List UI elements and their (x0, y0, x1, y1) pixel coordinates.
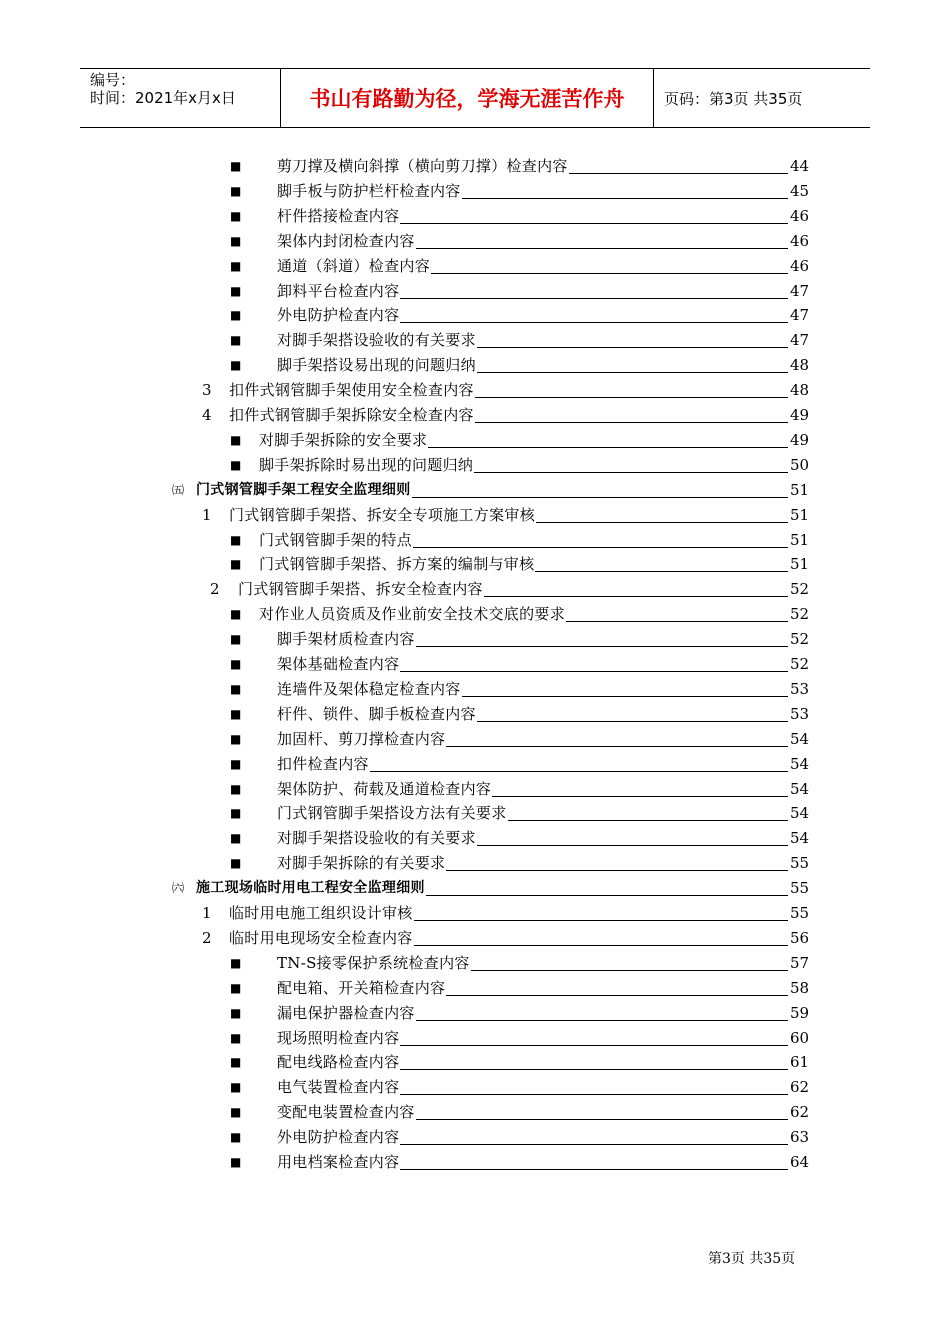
toc-entry-line (277, 1075, 808, 1099)
toc-entry-line (277, 826, 808, 850)
toc-entry-page: 45 (790, 181, 810, 200)
section-number: ㈤ (172, 482, 185, 497)
toc-entry-title: 临时用电施工组织设计审核 (229, 904, 413, 922)
toc-entry-line (277, 677, 808, 701)
toc-entry-title: 脚手架材质检查内容 (277, 630, 415, 649)
toc-entry[interactable] (0, 752, 950, 776)
toc-entry-page: 62 (790, 1078, 810, 1097)
toc-entry-page: 59 (790, 1003, 810, 1022)
toc-entry-title: 杆件、锁件、脚手板检查内容 (277, 704, 476, 723)
toc-entry-line (277, 1026, 808, 1050)
section-number: ㈥ (172, 881, 185, 896)
toc-entry-title: 外电防护检查内容 (277, 1128, 400, 1147)
toc-entry-line (277, 652, 808, 676)
toc-entry[interactable] (0, 826, 950, 850)
toc-entry-title: 配电线路检查内容 (277, 1053, 400, 1072)
toc-entry-title: 门式钢管脚手架搭、拆安全专项施工方案审核 (229, 505, 536, 524)
toc-entry[interactable] (0, 876, 950, 900)
toc-entry[interactable] (0, 602, 950, 626)
toc-entry-page: 53 (790, 679, 810, 698)
toc-entry-title: 现场照明检查内容 (277, 1028, 400, 1047)
toc-entry-title: 对脚手架拆除的有关要求 (277, 854, 446, 873)
toc-entry-line (196, 478, 808, 502)
toc-entry-line (277, 229, 808, 253)
dot-leader (412, 496, 789, 498)
header-meta (80, 69, 281, 127)
toc-entry[interactable] (0, 279, 950, 303)
toc-entry-title: 门式钢管脚手架的特点 (259, 530, 413, 549)
toc-entry-title: 配电箱、开关箱检查内容 (277, 978, 446, 997)
section-number: 4 (202, 406, 212, 424)
toc-entry-title: 门式钢管脚手架工程安全监理细则 (196, 481, 411, 498)
toc-entry[interactable] (0, 1075, 950, 1099)
bullet-marker: ■ (230, 657, 242, 671)
dot-leader (475, 421, 788, 423)
bullet-marker: ■ (230, 1130, 242, 1145)
bullet-marker: ■ (230, 955, 242, 970)
dot-leader (446, 869, 788, 871)
toc-entry-line (277, 851, 808, 875)
toc-entry[interactable] (0, 577, 950, 601)
toc-entry-title: TN-S接零保护系统检查内容 (277, 953, 470, 972)
section-number: 3 (202, 381, 212, 400)
toc-entry-page: 47 (790, 306, 810, 325)
dot-leader (413, 546, 788, 548)
toc-entry[interactable] (0, 976, 950, 1000)
toc-entry-line (259, 453, 808, 477)
toc-entry-title: 杆件搭接检查内容 (277, 206, 400, 225)
dot-leader (400, 321, 788, 323)
toc-entry-line (277, 777, 808, 801)
toc-entry-page: 54 (790, 804, 810, 823)
header-code: 编号： (90, 71, 136, 89)
toc-entry[interactable] (0, 677, 950, 701)
page-footer: 第3页 共35页 (708, 1251, 796, 1267)
toc-entry-title: 变配电装置检查内容 (277, 1103, 415, 1122)
toc-entry[interactable] (0, 702, 950, 726)
toc-entry-page: 48 (790, 356, 810, 375)
toc-entry-line (229, 403, 808, 427)
dot-leader (426, 894, 788, 896)
toc-entry-line (277, 752, 808, 776)
bullet-marker: ■ (230, 1080, 242, 1095)
toc-entry-line (277, 1050, 808, 1074)
toc-entry-page: 51 (790, 530, 810, 549)
toc-entry-page: 49 (790, 406, 810, 424)
toc-entry[interactable] (0, 1026, 950, 1050)
dot-leader (370, 770, 788, 772)
toc-entry[interactable] (0, 503, 950, 527)
toc-entry-line (229, 926, 808, 950)
dot-leader (414, 944, 788, 946)
toc-entry-title: 扣件式钢管脚手架拆除安全检查内容 (229, 406, 474, 424)
dot-leader (400, 1143, 788, 1145)
dot-leader (446, 745, 788, 747)
bullet-marker: ■ (230, 432, 242, 447)
toc-entry[interactable] (0, 353, 950, 377)
dot-leader (400, 1044, 788, 1046)
bullet-marker: ■ (230, 706, 242, 721)
toc-entry-line (277, 254, 808, 278)
toc-entry-line (277, 328, 808, 352)
dot-leader (477, 346, 788, 348)
toc-entry-page: 49 (790, 430, 810, 449)
toc-entry-title: 临时用电现场安全检查内容 (229, 928, 413, 947)
toc-entry-title: 卸料平台检查内容 (277, 281, 400, 300)
toc-entry-title: 对脚手架搭设验收的有关要求 (277, 331, 476, 350)
toc-entry-page: 46 (790, 206, 810, 225)
toc-entry-line (277, 154, 808, 178)
bullet-marker: ■ (230, 856, 242, 871)
section-number: 2 (210, 580, 220, 599)
toc-entry-page: 63 (790, 1128, 810, 1147)
dot-leader (569, 172, 788, 174)
bullet-marker: ■ (230, 1005, 242, 1020)
toc-entry[interactable] (0, 303, 950, 327)
toc-entry-page: 52 (790, 580, 810, 599)
section-number: 1 (202, 505, 212, 524)
dot-leader (400, 1168, 788, 1170)
toc-entry[interactable] (0, 179, 950, 203)
section-number: 2 (202, 928, 212, 947)
toc-entry-title: 对脚手架拆除的安全要求 (259, 430, 428, 449)
toc-entry-page: 57 (790, 953, 810, 972)
toc-entry[interactable] (0, 428, 950, 452)
toc-entry[interactable] (0, 478, 950, 502)
toc-entry[interactable] (0, 453, 950, 477)
toc-entry-line (277, 1125, 808, 1149)
dot-leader (414, 919, 788, 921)
toc-entry-line (277, 303, 808, 327)
toc-entry[interactable] (0, 528, 950, 552)
toc-entry-page: 54 (790, 779, 810, 798)
toc-entry[interactable] (0, 403, 950, 427)
dot-leader (462, 197, 788, 199)
toc-entry-line (238, 577, 808, 601)
toc-entry-page: 55 (790, 879, 810, 898)
dot-leader (416, 1118, 788, 1120)
toc-entry[interactable] (0, 254, 950, 278)
toc-entry[interactable] (0, 951, 950, 975)
header-date: 时间：2021年x月x日 (90, 89, 236, 107)
toc-entry-line (277, 1100, 808, 1124)
toc-entry-line (259, 602, 808, 626)
toc-entry-page: 46 (790, 231, 810, 250)
toc-entry-title: 漏电保护器检查内容 (277, 1003, 415, 1022)
toc-entry-page: 53 (790, 704, 810, 723)
toc-entry-page: 44 (790, 157, 810, 175)
toc-entry-line (259, 428, 808, 452)
toc-entry-page: 47 (790, 331, 810, 350)
toc-entry-line (277, 179, 808, 203)
toc-entry-title: 架体基础检查内容 (277, 655, 400, 673)
toc-entry-page: 62 (790, 1103, 810, 1122)
toc-entry-page: 60 (790, 1028, 810, 1047)
toc-entry-line (259, 528, 808, 552)
dot-leader (535, 570, 788, 572)
toc-entry-title: 对脚手架搭设验收的有关要求 (277, 829, 476, 848)
toc-entry-title: 通道（斜道）检查内容 (277, 256, 431, 275)
toc-entry-line (229, 901, 808, 925)
toc-entry[interactable] (0, 627, 950, 651)
toc-entry[interactable] (0, 204, 950, 228)
toc-entry-line (277, 951, 808, 975)
dot-leader (462, 695, 788, 697)
toc-entry-page: 54 (790, 829, 810, 848)
toc-entry[interactable] (0, 1001, 950, 1025)
toc-entry[interactable] (0, 328, 950, 352)
toc-entry-title: 架体内封闭检查内容 (277, 231, 415, 250)
bullet-marker: ■ (230, 1055, 242, 1070)
toc-entry-page: 48 (790, 381, 810, 400)
bullet-marker: ■ (230, 333, 242, 348)
bullet-marker: ■ (230, 1105, 242, 1120)
toc-entry-title: 连墙件及架体稳定检查内容 (277, 679, 461, 698)
page-header (80, 68, 870, 128)
toc-entry-page: 58 (790, 978, 810, 997)
toc-entry-title: 对作业人员资质及作业前安全技术交底的要求 (259, 605, 566, 624)
dot-leader (416, 1019, 788, 1021)
toc-entry-page: 55 (790, 904, 810, 922)
bullet-marker: ■ (230, 258, 242, 273)
toc-entry-title: 门式钢管脚手架搭、拆安全检查内容 (238, 580, 483, 599)
dot-leader (471, 969, 788, 971)
toc-entry-page: 61 (790, 1053, 810, 1072)
bullet-marker: ■ (230, 781, 242, 796)
dot-leader (508, 819, 788, 821)
toc-entry-title: 剪刀撑及横向斜撑（横向剪刀撑）检查内容 (277, 157, 568, 175)
dot-leader (400, 1093, 788, 1095)
toc-entry-line (277, 727, 808, 751)
dot-leader (474, 471, 788, 473)
toc-entry-line (277, 976, 808, 1000)
dot-leader (566, 620, 788, 622)
toc-entry[interactable] (0, 901, 950, 925)
bullet-marker: ■ (230, 1155, 242, 1169)
header-page-number: 页码：第3页 共35页 (664, 89, 803, 108)
toc-entry-page: 52 (790, 630, 810, 649)
bullet-marker: ■ (230, 283, 242, 298)
bullet-marker: ■ (230, 681, 242, 696)
toc-entry[interactable] (0, 851, 950, 875)
dot-leader (400, 1068, 788, 1070)
bullet-marker: ■ (230, 183, 242, 198)
toc-entry-page: 55 (790, 854, 810, 873)
bullet-marker: ■ (230, 607, 242, 622)
toc-entry-line (196, 876, 808, 900)
dot-leader (400, 297, 788, 299)
toc-entry-line (259, 552, 808, 576)
toc-entry-line (229, 503, 808, 527)
dot-leader (492, 795, 788, 797)
toc-entry[interactable] (0, 777, 950, 801)
bullet-marker: ■ (230, 208, 242, 223)
toc-entry[interactable] (0, 727, 950, 751)
toc-entry-page: 52 (790, 655, 810, 673)
bullet-marker: ■ (230, 159, 242, 173)
toc-entry-line (277, 627, 808, 651)
toc-entry-title: 用电档案检查内容 (277, 1153, 400, 1171)
bullet-marker: ■ (230, 358, 242, 373)
dot-leader (477, 844, 788, 846)
dot-leader (477, 371, 788, 373)
bullet-marker: ■ (230, 806, 242, 821)
dot-leader (428, 446, 788, 448)
dot-leader (484, 595, 788, 597)
toc-entry-page: 50 (790, 455, 810, 474)
toc-entry-page: 52 (790, 605, 810, 624)
toc-entry-page: 54 (790, 729, 810, 748)
toc-entry-page: 56 (790, 928, 810, 947)
toc-entry-line (277, 279, 808, 303)
toc-entry[interactable] (0, 926, 950, 950)
toc-entry-line (277, 353, 808, 377)
bullet-marker: ■ (230, 233, 242, 248)
toc-entry[interactable] (0, 378, 950, 402)
bullet-marker: ■ (230, 532, 242, 547)
toc-entry-title: 门式钢管脚手架搭设方法有关要求 (277, 804, 507, 823)
header-motto: 书山有路勤为径，学海无涯苦作舟 (281, 69, 654, 127)
toc-entry[interactable] (0, 552, 950, 576)
toc-entry[interactable] (0, 1050, 950, 1074)
toc-entry-line (277, 1150, 808, 1174)
toc-entry[interactable] (0, 154, 950, 178)
bullet-marker: ■ (230, 308, 242, 323)
toc-entry-title: 脚手架拆除时易出现的问题归纳 (259, 455, 474, 474)
toc-entry-title: 加固杆、剪刀撑检查内容 (277, 729, 446, 748)
toc-entry-page: 51 (790, 555, 810, 574)
dot-leader (400, 222, 788, 224)
dot-leader (446, 994, 788, 996)
bullet-marker: ■ (230, 632, 242, 647)
toc-entry[interactable] (0, 1100, 950, 1124)
toc-entry-title: 电气装置检查内容 (277, 1078, 400, 1097)
bullet-marker: ■ (230, 831, 242, 846)
dot-leader (475, 396, 788, 398)
toc-entry-line (229, 378, 808, 402)
bullet-marker: ■ (230, 557, 242, 572)
bullet-marker: ■ (230, 457, 242, 472)
dot-leader (431, 272, 788, 274)
toc-entry[interactable] (0, 1125, 950, 1149)
toc-entry-line (277, 204, 808, 228)
dot-leader (416, 247, 788, 249)
toc-entry-title: 脚手架搭设易出现的问题归纳 (277, 356, 476, 375)
toc-entry-page: 47 (790, 281, 810, 300)
toc-entry-page: 46 (790, 256, 810, 275)
dot-leader (477, 720, 788, 722)
toc-entry-title: 脚手板与防护栏杆检查内容 (277, 181, 461, 200)
toc-entry[interactable] (0, 1150, 950, 1174)
toc-entry-page: 51 (790, 480, 810, 499)
toc-entry-title: 架体防护、荷载及通道检查内容 (277, 779, 492, 798)
toc-entry-title: 扣件式钢管脚手架使用安全检查内容 (229, 381, 474, 400)
dot-leader (400, 670, 788, 672)
dot-leader (416, 645, 788, 647)
toc-entry-line (277, 1001, 808, 1025)
toc-entry[interactable] (0, 229, 950, 253)
bullet-marker: ■ (230, 980, 242, 995)
toc-entry-title: 扣件检查内容 (277, 754, 369, 773)
section-number: 1 (202, 904, 212, 922)
bullet-marker: ■ (230, 1030, 242, 1045)
toc-entry-page: 64 (790, 1153, 810, 1171)
toc-entry-page: 51 (790, 505, 810, 524)
dot-leader (536, 521, 788, 523)
bullet-marker: ■ (230, 731, 242, 746)
toc-entry-line (277, 801, 808, 825)
toc-entry-title: 门式钢管脚手架搭、拆方案的编制与审核 (259, 555, 535, 574)
toc-entry-line (277, 702, 808, 726)
toc-entry-page: 54 (790, 754, 810, 773)
toc-entry-title: 外电防护检查内容 (277, 306, 400, 325)
toc-entry-title: 施工现场临时用电工程安全监理细则 (196, 880, 425, 897)
toc-entry[interactable] (0, 652, 950, 676)
toc-entry[interactable] (0, 801, 950, 825)
bullet-marker: ■ (230, 756, 242, 771)
